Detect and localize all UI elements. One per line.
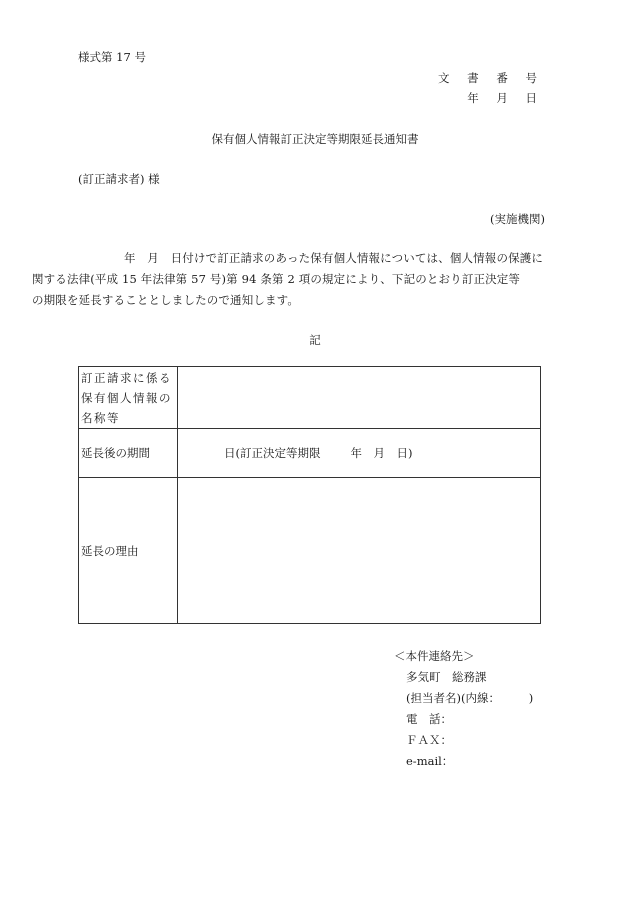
contact-block bbox=[394, 646, 533, 772]
notice-body-line-1: 年 月 日付けで訂正請求のあった保有個人情報については、個人情報の保護に bbox=[124, 251, 544, 265]
info-name-value bbox=[178, 367, 541, 429]
table-row bbox=[79, 367, 541, 429]
contact-person: (担当者名)(内線： ) bbox=[406, 691, 534, 705]
contact-phone: 電 話： bbox=[406, 712, 452, 726]
addressee: (訂正請求者) 様 bbox=[78, 172, 160, 186]
table-row bbox=[79, 429, 541, 478]
notice-body bbox=[32, 248, 548, 311]
form-number: 様式第 17 号 bbox=[78, 50, 146, 64]
extension-reason-label: 延長の理由 bbox=[79, 478, 178, 624]
contact-fax: ＦＡＸ： bbox=[406, 733, 452, 747]
document-title: 保有個人情報訂正決定等期限延長通知書 bbox=[211, 132, 419, 146]
document-number-label: 文 書 番 号 bbox=[438, 71, 544, 85]
info-name-label: 訂正請求に係る保有個人情報の名称等 bbox=[79, 367, 178, 429]
extended-period-suffix: 年 月 日) bbox=[350, 446, 413, 460]
table-row bbox=[79, 478, 541, 624]
implementing-agency: (実施機関) bbox=[490, 212, 545, 226]
detail-table bbox=[78, 366, 541, 624]
ki-heading: 記 bbox=[309, 333, 321, 347]
extended-period-prefix: 日(訂正決定等期限 bbox=[224, 446, 321, 460]
extension-reason-value bbox=[178, 478, 541, 624]
notice-body-line-3: の期限を延長することとしましたので通知します。 bbox=[32, 293, 300, 307]
contact-heading: ＜本件連絡先＞ bbox=[394, 649, 475, 663]
notice-body-line-2: 関する法律(平成 15 年法律第 57 号)第 94 条第 2 項の規定により、下記のとおり訂正決定等 bbox=[32, 272, 521, 286]
extended-period-label: 延長後の期間 bbox=[79, 429, 178, 478]
contact-email: e-mail： bbox=[406, 754, 454, 768]
contact-department: 多気町 総務課 bbox=[406, 670, 487, 684]
document-date-label: 年 月 日 bbox=[467, 91, 544, 105]
extended-period-value bbox=[178, 429, 541, 478]
